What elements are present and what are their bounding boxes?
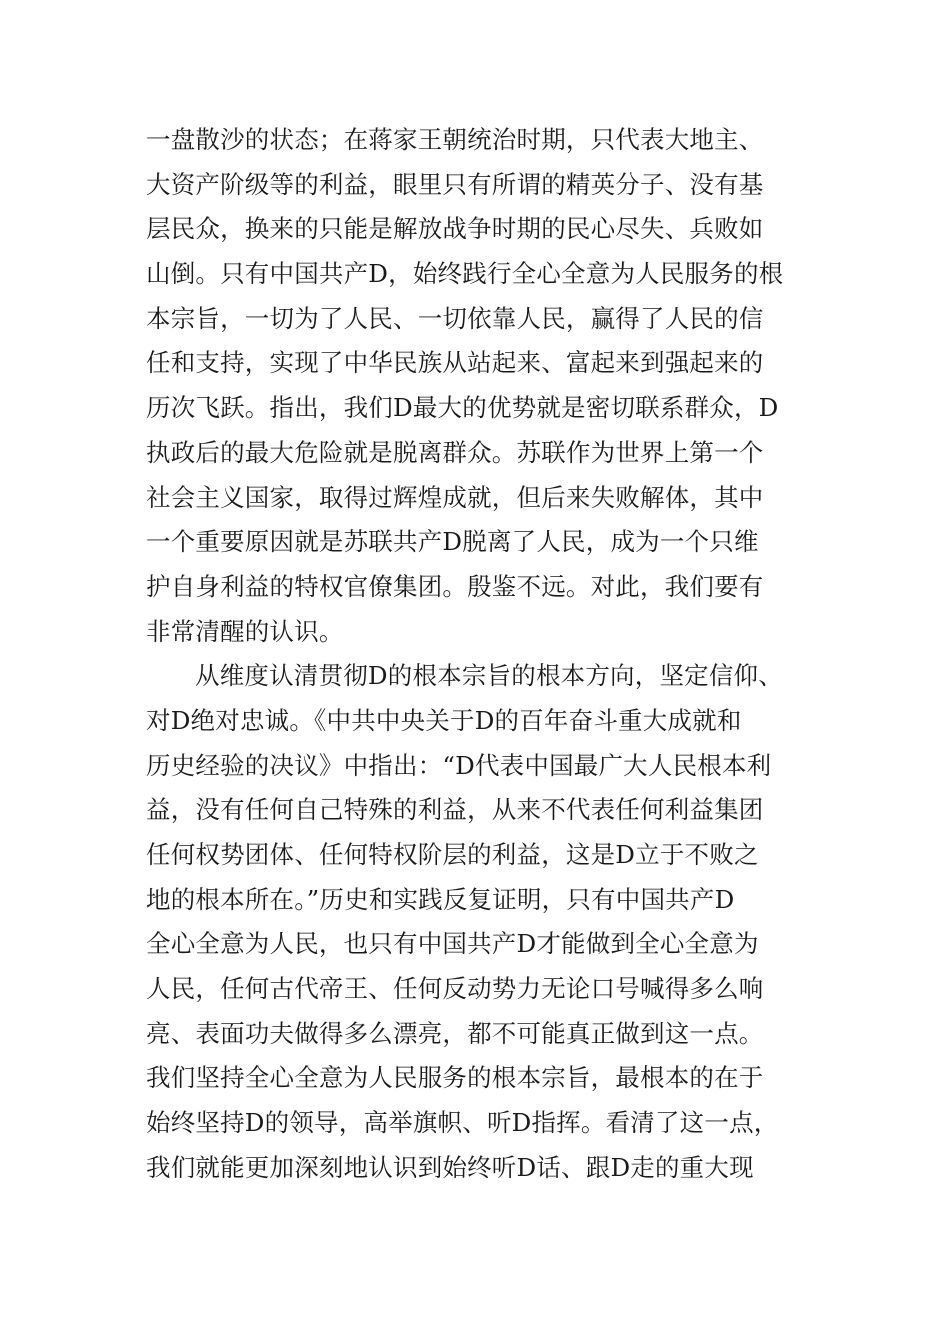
text-line: 本宗旨，一切为了人民、一切依靠人民，赢得了人民的信 (146, 303, 764, 333)
text-line: 护自身利益的特权官僚集团。殷鉴不远。对此，我们要有 (146, 571, 764, 601)
text-line: 我们坚持全心全意为人民服务的根本宗旨，最根本的在于 (146, 1063, 764, 1093)
text-line: 全心全意为人民，也只有中国共产D才能做到全心全意为 (146, 929, 759, 959)
text-line: 任何权势团体、任何特权阶层的利益，这是D立于不败之 (146, 840, 759, 869)
paragraph-first-line: 从维度认清贯彻D的根本宗旨的根本方向，坚定信仰、 (195, 661, 783, 691)
text-line: 非常清醒的认识。 (146, 616, 344, 646)
text-line: 大资产阶级等的利益，眼里只有所谓的精英分子、没有基 (146, 169, 764, 199)
text-line: 人民，任何古代帝王、任何反动势力无论口号喊得多么响 (146, 974, 764, 1004)
text-line: 一盘散沙的状态；在蒋家王朝统治时期，只代表大地主、 (146, 125, 764, 154)
text-line: 历史经验的决议》中指出：“D代表中国最广大人民根本利 (146, 750, 772, 780)
text-line: 益，没有任何自己特殊的利益，从来不代表任何利益集团 (146, 795, 764, 825)
text-line: 一个重要原因就是苏联共产D脱离了人民，成为一个只维 (146, 527, 759, 557)
body-text (146, 118, 826, 1191)
text-line: 对D绝对忠诚。《中共中央关于D的百年奋斗重大成就和 (146, 705, 742, 735)
text-line: 执政后的最大危险就是脱离群众。苏联作为世界上第一个 (146, 437, 764, 467)
text-line: 我们就能更加深刻地认识到始终听D话、跟D走的重大现 (146, 1152, 754, 1182)
text-line: 社会主义国家，取得过辉煌成就，但后来失败解体，其中 (146, 482, 764, 512)
text-line: 历次飞跃。指出，我们D最大的优势就是密切联系群众，D (146, 393, 779, 423)
text-line: 亮、表面功夫做得多么漂亮，都不可能真正做到这一点。 (146, 1018, 764, 1048)
text-line: 山倒。只有中国共产D，始终践行全心全意为人民服务的根 (146, 259, 784, 289)
text-line: 任和支持，实现了中华民族从站起来、富起来到强起来的 (146, 348, 764, 378)
text-line: 地的根本所在。”历史和实践反复证明，只有中国共产D (146, 884, 735, 914)
text-line: 层民众，换来的只能是解放战争时期的民心尽失、兵败如 (146, 214, 764, 244)
text-line: 始终坚持D的领导，高举旗帜、听D指挥。看清了这一点， (146, 1108, 779, 1138)
